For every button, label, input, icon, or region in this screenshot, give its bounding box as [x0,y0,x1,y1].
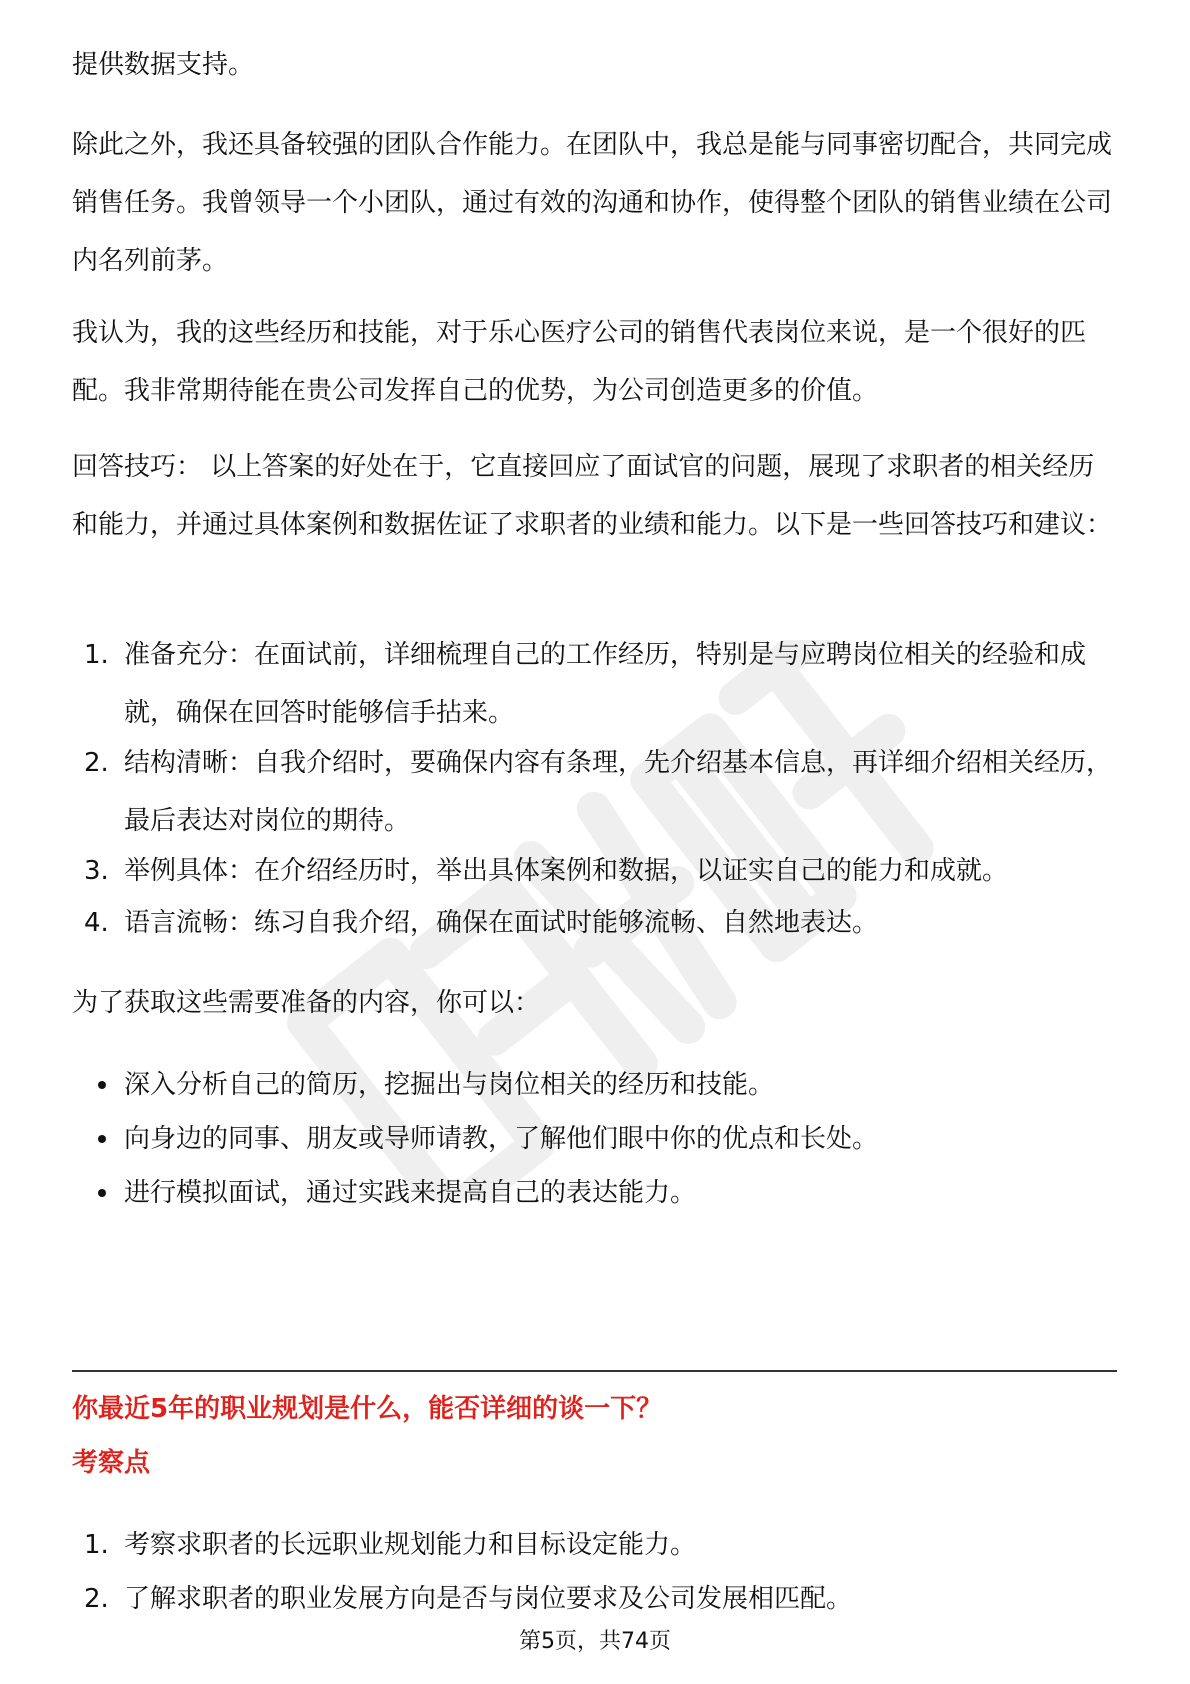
list-item [72,626,1117,742]
page-number: 第5页，共74页 [519,1629,671,1654]
list-item [72,734,1117,850]
list-number: 1. [84,1530,109,1560]
list-item-text: 结构清晰：自我介绍时，要确保内容有条理，先介绍基本信息，再详细介绍相关经历，最后表达对岗位的期待。 [124,748,1113,836]
list-item [72,1164,1117,1222]
section-divider [72,1370,1117,1372]
list-item-text: 语言流畅：练习自我介绍，确保在面试时能够流畅、自然地表达。 [124,908,879,938]
list-number: 1. [84,640,109,670]
list-item-text: 进行模拟面试，通过实践来提高自己的表达能力。 [124,1178,697,1208]
list-item [72,842,1117,900]
bullet-icon [98,1081,106,1089]
list-item [72,1110,1117,1168]
paragraph-tips-intro: 回答技巧： 以上答案的好处在于，它直接回应了面试官的问题，展现了求职者的相关经历和能力，并通过具体案例和数据佐证了求职者的业绩和能力。以下是一些回答技巧和建议： [72,452,1113,540]
list-number: 2. [84,1584,109,1614]
list-item-text: 举例具体：在介绍经历时，举出具体案例和数据，以证实自己的能力和成就。 [124,856,1009,886]
paragraph-prep-intro: 为了获取这些需要准备的内容，你可以： [72,988,541,1018]
paragraph-fit: 我认为，我的这些经历和技能，对于乐心医疗公司的销售代表岗位来说，是一个很好的匹配。我非常期待能在贵公司发挥自己的优势，为公司创造更多的价值。 [72,318,1087,406]
paragraph-teamwork: 除此之外，我还具备较强的团队合作能力。在团队中，我总是能与同事密切配合，共同完成销售任务。我曾领导一个小团队，通过有效的沟通和协作，使得整个团队的销售业绩在公司内名列前茅。 [72,130,1113,276]
section-heading: 考察点 [72,1448,151,1478]
interview-question: 你最近5年的职业规划是什么，能否详细的谈一下？ [72,1394,663,1424]
list-item-text: 深入分析自己的简历，挖掘出与岗位相关的经历和技能。 [124,1070,775,1100]
list-item [72,894,1117,952]
list-item-text: 了解求职者的职业发展方向是否与岗位要求及公司发展相匹配。 [124,1584,853,1614]
list-number: 2. [84,748,109,778]
bullet-icon [98,1189,106,1197]
list-item [72,1570,1117,1628]
bullet-icon [98,1135,106,1143]
list-item-text: 向身边的同事、朋友或导师请教，了解他们眼中你的优点和长处。 [124,1124,879,1154]
list-item-text: 考察求职者的长远职业规划能力和目标设定能力。 [124,1530,697,1560]
list-number: 3. [84,856,109,886]
list-item [72,1516,1117,1574]
list-number: 4. [84,908,109,938]
list-item [72,1056,1117,1114]
list-item-text: 准备充分：在面试前，详细梳理自己的工作经历，特别是与应聘岗位相关的经验和成就，确保在回答时能够信手拈来。 [124,640,1087,728]
paragraph-intro: 提供数据支持。 [72,50,255,80]
